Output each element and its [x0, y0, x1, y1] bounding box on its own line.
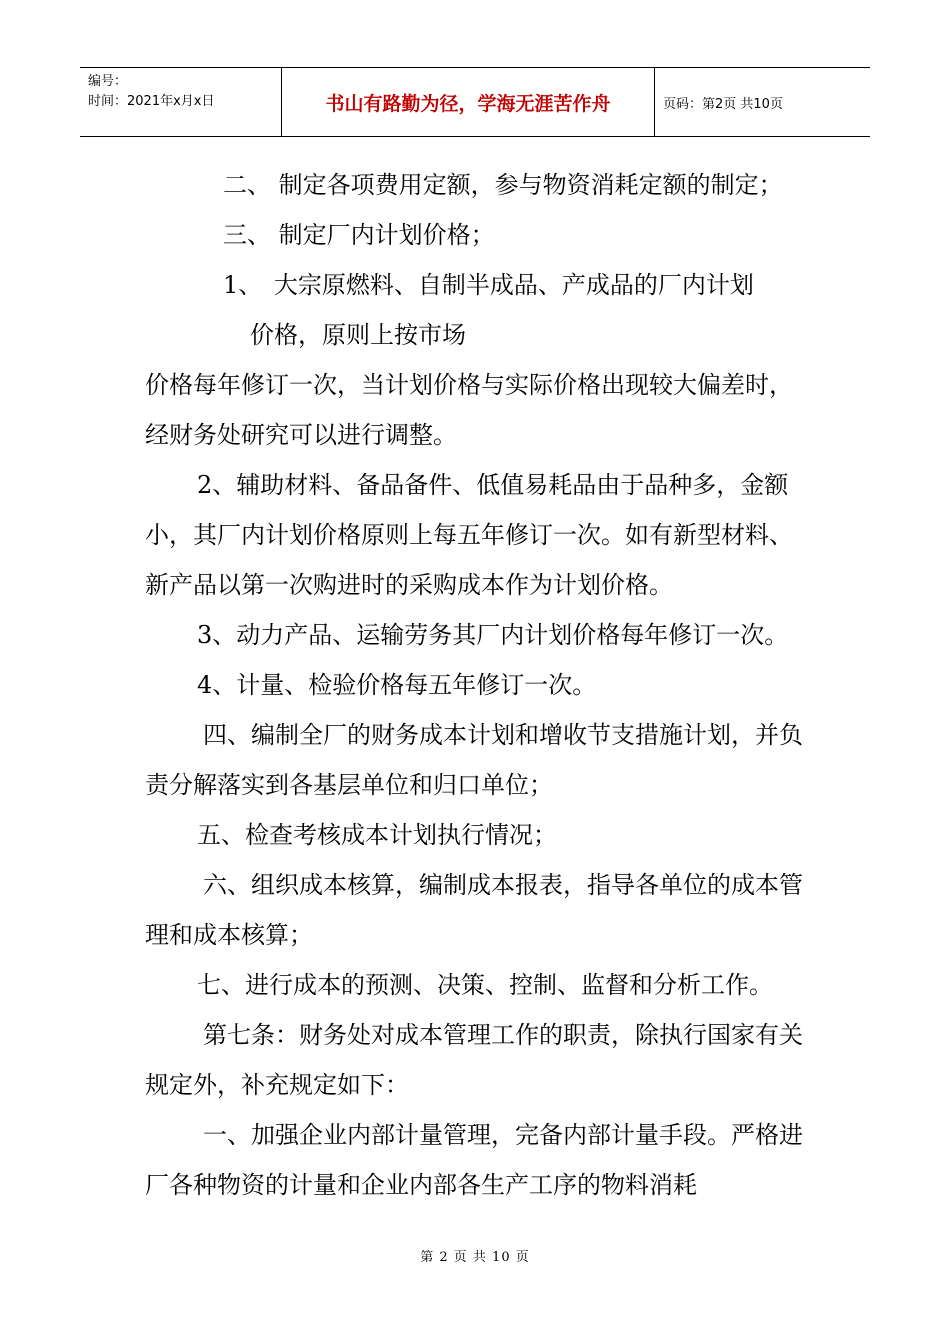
paragraph-sub-2: 2、辅助材料、备品备件、低值易耗品由于品种多，金额小，其厂内计划价格原则上每五年修订一次。如有新型材料、新产品以第一次购进时的采购成本作为计划价格。: [145, 471, 793, 599]
paragraph-item-7: 七、进行成本的预测、决策、控制、监督和分析工作。: [197, 971, 773, 999]
motto-text: 书山有路勤为径，学海无涯苦作舟: [325, 92, 611, 115]
document-header: [80, 67, 870, 137]
header-page-cell: [655, 68, 870, 136]
header-meta-cell: [80, 68, 282, 136]
paragraph-sub-1-line2: 价格，原则上按市场: [250, 321, 466, 349]
page-info: 页码：第2页 共10页: [663, 96, 783, 112]
paragraph-item-6: 六、组织成本核算，编制成本报表，指导各单位的成本管理和成本核算；: [145, 871, 803, 949]
paragraph-article-7: 第七条：财务处对成本管理工作的职责，除执行国家有关规定外，补充规定如下：: [145, 1021, 803, 1099]
date-label: 时间：2021年x月x日: [88, 94, 215, 109]
paragraph-item-2: 二、 制定各项费用定额，参与物资消耗定额的制定；: [223, 171, 783, 199]
paragraph-sub-3: 3、动力产品、运输劳务其厂内计划价格每年修订一次。: [197, 621, 789, 649]
document-body: [145, 160, 810, 1210]
paragraph-item-1: 一、加强企业内部计量管理，完备内部计量手段。严格进厂各种物资的计量和企业内部各生产工序的物料消耗: [145, 1121, 803, 1199]
paragraph-sub-1-cont: 价格每年修订一次，当计划价格与实际价格出现较大偏差时，经财务处研究可以进行调整。: [145, 371, 793, 449]
footer-page-number: 第 2 页 共 10 页: [420, 1250, 530, 1265]
paragraph-sub-4: 4、计量、检验价格每五年修订一次。: [197, 671, 597, 699]
header-motto-cell: [282, 68, 655, 136]
number-label: 编号：: [88, 74, 128, 89]
paragraph-item-3: 三、 制定厂内计划价格；: [223, 221, 495, 249]
paragraph-sub-1-line1: 1、 大宗原燃料、自制半成品、产成品的厂内计划: [223, 271, 754, 299]
page-footer: [0, 1246, 950, 1265]
paragraph-item-5: 五、检查考核成本计划执行情况；: [197, 821, 557, 849]
paragraph-item-4: 四、编制全厂的财务成本计划和增收节支措施计划，并负责分解落实到各基层单位和归口单位；: [145, 721, 803, 799]
